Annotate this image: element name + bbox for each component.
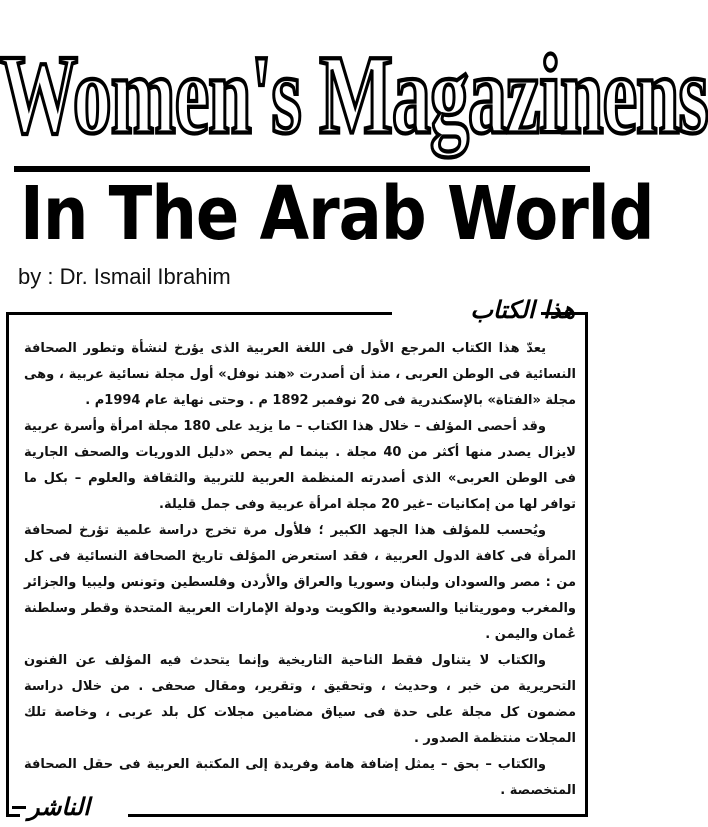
paragraph-1: يعدّ هذا الكتاب المرجع الأول فى اللغة العربية الذى يؤرخ لنشأة وتطور الصحافة النسائية فى الوطن العربى ، منذ أن أصدرت «هند نوفل» أول مجلة نسائية عربية ، وهى مجلة «الفتاة» بالإسكندرية فى 20 نوفمبر 1892 م . وحتى نهاية عام 1994م . bbox=[24, 341, 576, 408]
paragraph-4: والكتاب لا يتناول فقط الناحية التاريخية وإنما يتحدث فيه المؤلف عن الفنون التحريرية من خبر ، وحديث ، وتحقيق ، وتقرير، ومقال صحفى . من خلال دراسة مضمون كل مجلة على حدة فى سياق مضامين مجلات كل بلد عربى ، وخاصة تلك المجلات منتظمة الصدور . bbox=[24, 653, 576, 746]
title-line-2: In The Arab World bbox=[20, 172, 654, 258]
paragraph-2: وقد أحصى المؤلف – خلال هذا الكتاب – ما يزيد على 180 مجلة امرأة وأسرة عربية لايزال يصدر منها أكثر من 40 مجلة . بينما لم يحص «دليل الدوريات والصحف الجارية فى الوطن العربى» الذى أصدرته المنظمة العربية للتربية والثقافة والعلوم – بكل ما توافر لها من إمكانيات –غير 20 مجلة امرأة عربية وفى جمل قليلة. bbox=[24, 419, 576, 512]
body-text bbox=[24, 336, 576, 798]
author-byline: by : Dr. Ismail Ibrahim bbox=[18, 264, 231, 289]
publisher-signature: الناشر bbox=[28, 793, 90, 821]
title-line-1: Women's Magazinens bbox=[0, 31, 708, 158]
section-heading: هذا الكتاب bbox=[470, 296, 575, 324]
signature-dash bbox=[12, 806, 26, 809]
paragraph-5: والكتاب – بحق – يمثل إضافة هامة وفريدة إلى المكتبة العربية فى حقل الصحافة المتخصصة . bbox=[24, 757, 576, 798]
paragraph-3: ويُحسب للمؤلف هذا الجهد الكبير ؛ فلأول مرة تخرج دراسة علمية تؤرخ لصحافة المرأة فى كافة الدول العربية ، فقد استعرض المؤلف تاريخ الصحافة النسائية فى كل من : مصر والسودان ولبنان وسوريا والعراق والأردن وفلسطين وتونس وليبيا والجزائر والمغرب وموريتانيا والسعودية والكويت ودولة الإمارات العربية المتحدة وقطر وسلطنة عُمان واليمن . bbox=[24, 523, 576, 642]
